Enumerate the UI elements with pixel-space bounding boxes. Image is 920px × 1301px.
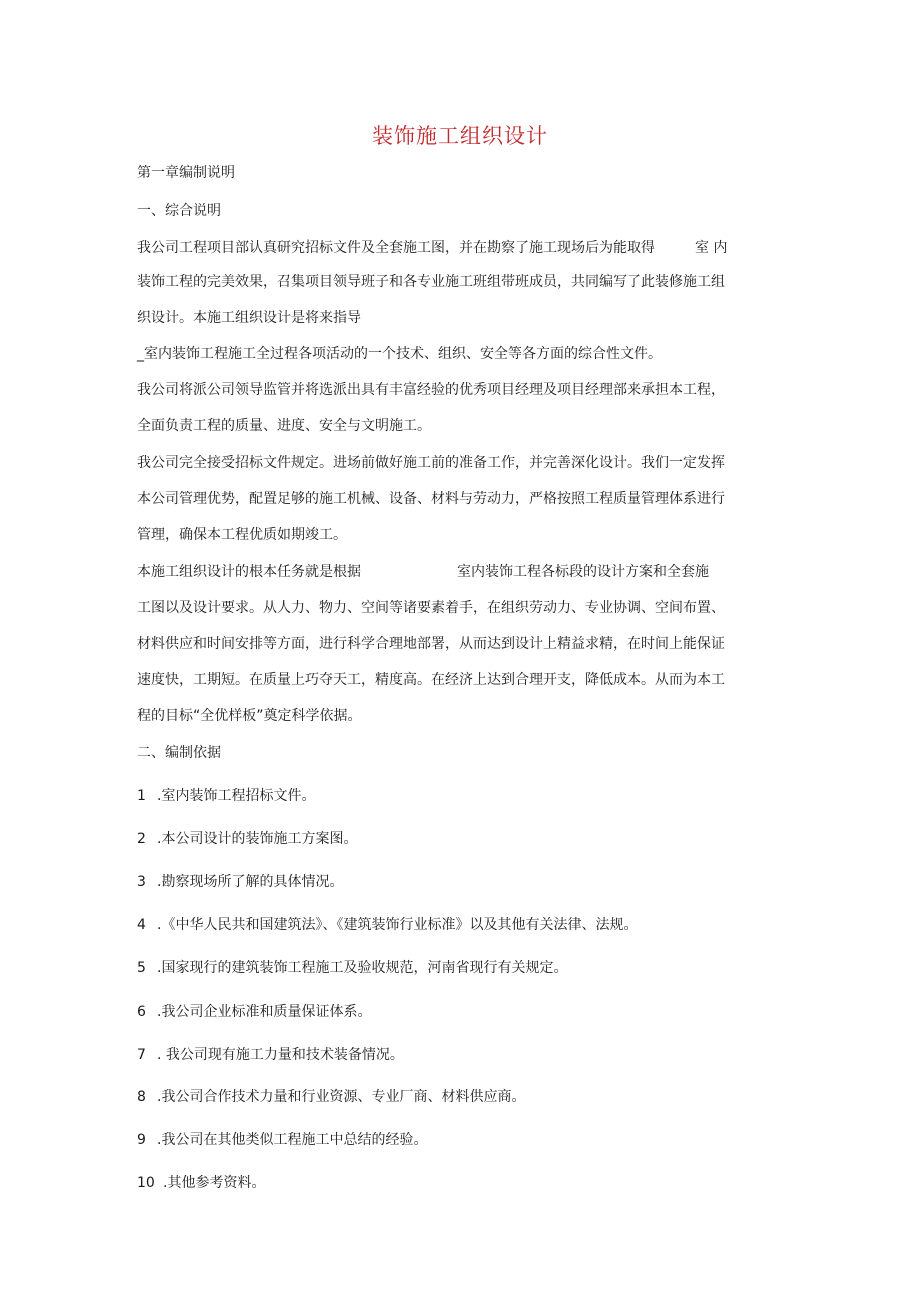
list-text: .室内装饰工程招标文件。 — [157, 788, 316, 804]
list-number: 7 — [137, 1047, 146, 1063]
list-text: .勘察现场所了解的具体情况。 — [157, 874, 344, 890]
paragraph-line: 全面负责工程的质量、进度、安全与文明施工。 — [137, 418, 431, 434]
list-item — [137, 1173, 265, 1193]
text-run: 室 内 — [695, 240, 728, 256]
paragraph-line: 我公司完全接受招标文件规定。进场前做好施工前的准备工作，并完善深化设计。我们一定发挥 — [137, 455, 725, 471]
paragraph-line: 速度快，工期短。在质量上巧夺天工，精度高。在经济上达到合理开支，降低成本。从而为本工 — [137, 672, 725, 688]
list-number: 3 — [137, 874, 146, 890]
list-item — [137, 1087, 525, 1107]
list-item — [137, 958, 567, 978]
list-item — [137, 1130, 427, 1150]
list-text: .《中华人民共和国建筑法》、《建筑装饰行业标准》以及其他有关法律、法规。 — [157, 917, 638, 933]
list-item — [137, 872, 343, 892]
paragraph-line: 工图以及设计要求。从人力、物力、空间等诸要素着手，在组织劳动力、专业协调、空间布置、 — [137, 600, 725, 616]
list-text: .我公司在其他类似工程施工中总结的经验。 — [157, 1132, 428, 1148]
list-item — [137, 915, 637, 935]
list-item — [137, 1002, 371, 1022]
list-text: .我公司合作技术力量和行业资源、专业厂商、材料供应商。 — [157, 1089, 526, 1105]
paragraph-line: 材料供应和时间安排等方面，进行科学合理地部署，从而达到设计上精益求精，在时间上能保证 — [137, 636, 725, 652]
section-heading: 二、编制依据 — [137, 745, 221, 761]
paragraph-line — [137, 562, 709, 582]
paragraph-line: 管理，确保本工程优质如期竣工。 — [137, 527, 347, 543]
paragraph-line: 织设计。本施工组织设计是将来指导 — [137, 310, 361, 326]
list-item — [137, 786, 315, 806]
section-heading: 一、综合说明 — [137, 203, 221, 219]
list-number: 9 — [137, 1132, 146, 1148]
paragraph-line — [137, 238, 727, 258]
list-text: .我公司企业标准和质量保证体系。 — [157, 1004, 372, 1020]
list-number: 6 — [137, 1004, 146, 1020]
list-number: 10 — [137, 1175, 155, 1191]
list-number: 5 — [137, 960, 146, 976]
list-number: 2 — [137, 831, 146, 847]
paragraph-line: _室内装饰工程施工全过程各项活动的一个技术、组织、安全等各方面的综合性文件。 — [137, 346, 662, 362]
list-text: . 我公司现有施工力量和技术装备情况。 — [157, 1047, 404, 1063]
list-number: 4 — [137, 917, 146, 933]
list-item — [137, 829, 357, 849]
list-text: .其他参考资料。 — [163, 1175, 266, 1191]
list-text: .国家现行的建筑装饰工程施工及验收规范，河南省现行有关规定。 — [157, 960, 568, 976]
chapter-heading: 第一章编制说明 — [137, 165, 235, 181]
text-run: 室内装饰工程各标段的设计方案和全套施 — [457, 564, 709, 580]
text-run: 我公司工程项目部认真研究招标文件及全套施工图，并在勘察了施工现场后为能取得 — [137, 240, 655, 256]
document-title: 装饰施工组织设计 — [372, 124, 548, 148]
paragraph-line: 装饰工程的完美效果，召集项目领导班子和各专业施工班组带班成员，共同编写了此装修施工组 — [137, 274, 725, 290]
paragraph-line: 我公司将派公司领导监管并将选派出具有丰富经验的优秀项目经理及项目经理部来承担本工程， — [137, 382, 725, 398]
list-item — [137, 1045, 404, 1065]
list-number: 8 — [137, 1089, 146, 1105]
paragraph-line: 程的目标“全优样板”奠定科学依据。 — [137, 708, 362, 724]
text-run: 本施工组织设计的根本任务就是根据 — [137, 564, 361, 580]
list-number: 1 — [137, 788, 146, 804]
paragraph-line: 本公司管理优势，配置足够的施工机械、设备、材料与劳动力，严格按照工程质量管理体系进行 — [137, 491, 725, 507]
list-text: .本公司设计的装饰施工方案图。 — [157, 831, 358, 847]
